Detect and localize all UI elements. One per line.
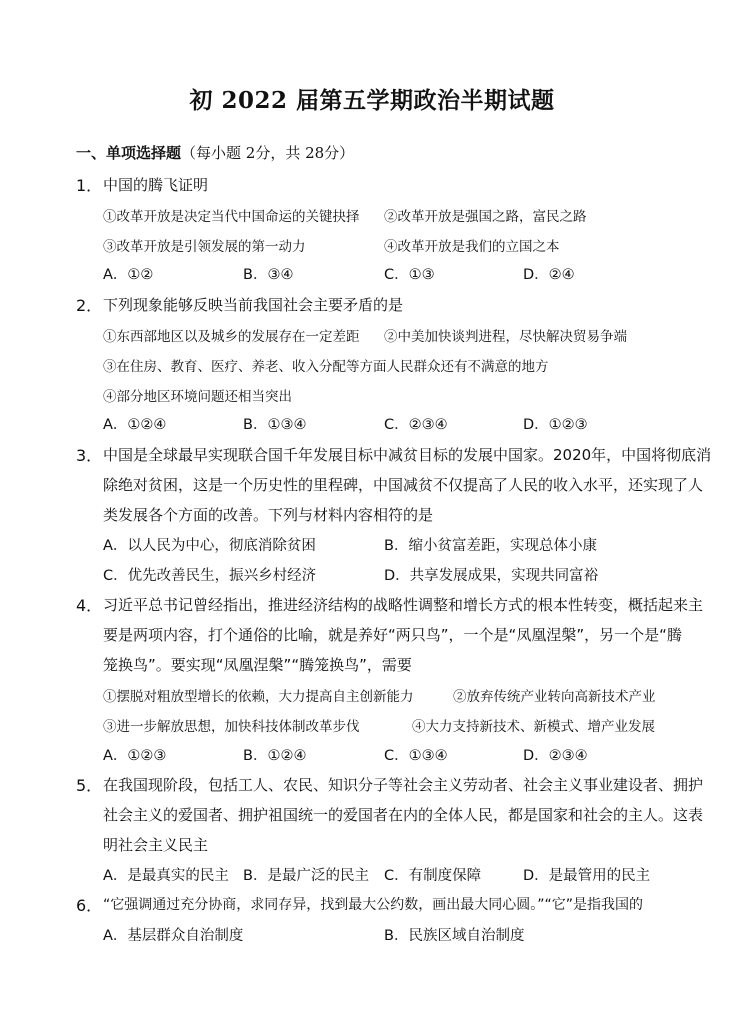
answer-option: A．以人民为中心，彻底消除贫困 [103, 538, 316, 554]
question-number: 2． [76, 296, 103, 315]
answer-option: C．①③④ [384, 748, 448, 764]
answer-option: D．①②③ [523, 417, 588, 433]
answer-option: A．是最真实的民主 [103, 868, 229, 884]
question-number: 5． [76, 776, 103, 795]
answer-option: B．是最广泛的民主 [243, 868, 369, 884]
statement-item: ②中美加快谈判进程，尽快解决贸易争端 [384, 329, 627, 345]
section-heading [76, 142, 354, 163]
answer-option: D．②③④ [523, 748, 588, 764]
answer-option: D．共享发展成果，实现共同富裕 [384, 568, 599, 584]
answer-option: A．①②④ [103, 417, 167, 433]
statement-item: ④改革开放是我们的立国之本 [384, 239, 560, 255]
section-note: （每小题 2分，共 28分） [181, 144, 355, 162]
question-number: 4． [76, 596, 103, 615]
statement-item: ③进一步解放思想，加快科技体制改革步伐 [103, 719, 360, 735]
statement-item: ①摆脱对粗放型增长的依赖，大力提高自主创新能力 [103, 689, 414, 705]
answer-option: B．民族区域自治制度 [384, 928, 525, 944]
answer-option: B．③④ [243, 267, 294, 283]
answer-option: B．缩小贫富差距，实现总体小康 [384, 538, 597, 554]
statement-item: ②改革开放是强国之路，富民之路 [384, 209, 587, 225]
answer-option: D．是最管用的民主 [523, 868, 651, 884]
answer-option: A．①②③ [103, 748, 167, 764]
statement-item: ①东西部地区以及城乡的发展存在一定差距 [103, 329, 360, 345]
question-number: 1． [76, 176, 103, 195]
statement-item: ④大力支持新技术、新模式、增产业发展 [412, 719, 655, 735]
question-stem: 习近平总书记曾经指出，推进经济结构的战略性调整和增长方式的根本性转变，概括起来主 [103, 596, 704, 614]
page-title: 初 2022 届第五学期政治半期试题 [189, 87, 555, 114]
answer-option: C．②③④ [384, 417, 448, 433]
question-stem: 在我国现阶段，包括工人、农民、知识分子等社会主义劳动者、社会主义事业建设者、拥护 [103, 776, 704, 794]
section-title: 一、单项选择题 [76, 144, 182, 162]
statement-item: ②放弃传统产业转向高新技术产业 [453, 689, 656, 705]
statement-item: ③改革开放是引领发展的第一动力 [103, 239, 306, 255]
question-stem: 社会主义的爱国者、拥护祖国统一的爱国者在内的全体人民，都是国家和社会的主人。这表 [103, 806, 704, 824]
statement-item: ③在住房、教育、医疗、养老、收入分配等方面人民群众还有不满意的地方 [103, 359, 549, 375]
question-number: 6． [76, 896, 103, 915]
question-stem: 要是两项内容，打个通俗的比喻，就是养好“两只鸟”，一个是“凤凰涅槃”，另一个是“腾 [103, 626, 682, 644]
answer-option: A．①② [103, 267, 154, 283]
statement-item: ①改革开放是决定当代中国命运的关键抉择 [103, 209, 360, 225]
answer-option: B．①③④ [243, 417, 307, 433]
statement-item: ④部分地区环境问题还相当突出 [103, 389, 292, 405]
question-stem: 类发展各个方面的改善。下列与材料内容相符的是 [103, 506, 434, 524]
question-stem: 中国是全球最早实现联合国千年发展目标中减贫目标的发展中国家。2020年，中国将彻底消 [103, 446, 712, 464]
answer-option: C．①③ [384, 267, 435, 283]
question-stem: 中国的腾飞证明 [103, 176, 209, 194]
question-stem: “它强调通过充分协商，求同存异，找到最大公约数，画出最大同心圆。”“它”是指我国的 [103, 897, 644, 913]
answer-option: B．①②④ [243, 748, 307, 764]
answer-option: C．有制度保障 [384, 868, 482, 884]
question-stem: 下列现象能够反映当前我国社会主要矛盾的是 [103, 296, 404, 314]
answer-option: D．②④ [523, 267, 575, 283]
answer-option: C．优先改善民生，振兴乡村经济 [103, 568, 317, 584]
question-stem: 除绝对贫困，这是一个历史性的里程碑，中国减贫不仅提高了人民的收入水平，还实现了人 [103, 476, 704, 494]
question-stem: 笼换鸟”。要实现“凤凰涅槃”“腾笼换鸟”，需要 [103, 656, 412, 674]
question-number: 3． [76, 446, 103, 465]
answer-option: A．基层群众自治制度 [103, 928, 244, 944]
question-stem: 明社会主义民主 [103, 836, 209, 854]
